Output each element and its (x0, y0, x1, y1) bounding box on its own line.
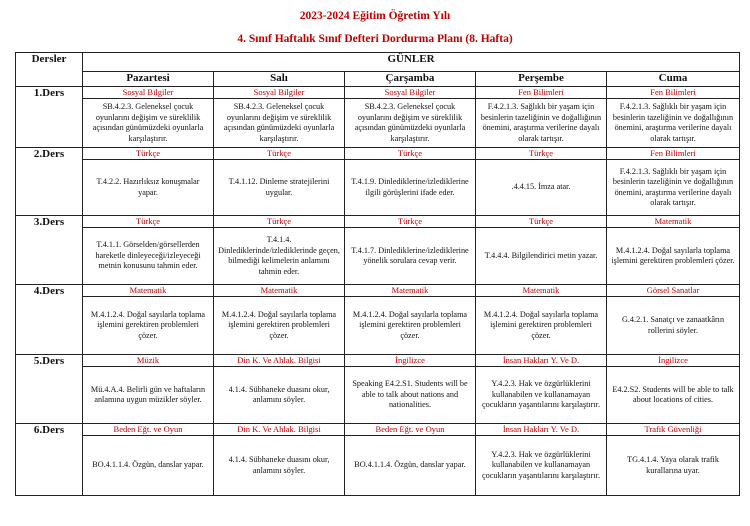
subject-label: Müzik (83, 355, 213, 367)
subject-label: İnsan Hakları Y. Ve D. (476, 355, 606, 367)
objective-box (345, 160, 475, 215)
subject-label: Türkçe (345, 148, 475, 160)
objective-text: BO.4.1.1.4. Özgün, danslar yapar. (92, 460, 204, 470)
objective-text: T.4.1.9. Dinlediklerine/izlediklerine ilgili görüşlerini ifade eder. (351, 177, 469, 197)
day-header-monday: Pazartesi (83, 72, 214, 87)
subject-label: Fen Bilimleri (607, 87, 739, 99)
plan-cell (476, 285, 607, 355)
objective-box (607, 367, 739, 423)
lesson-row (16, 285, 740, 355)
objective-text: Y.4.2.3. Hak ve özgürlüklerini kullanabilen ve kullanamayan çocukların yaşantılarını karşılaştırır. (482, 449, 600, 480)
objective-text: Y.4.2.3. Hak ve özgürlüklerini kullanabilen ve kullanamayan çocukların yaşantılarını karşılaştırır. (482, 379, 600, 410)
subject-label: Türkçe (476, 216, 606, 228)
plan-cell (345, 355, 476, 424)
plan-cell (214, 424, 345, 496)
objective-box (476, 367, 606, 423)
subject-label: Fen Bilimleri (607, 148, 739, 160)
objective-text: Mü.4.A.4. Belirli gün ve haftaların anlamına uygun müzikler söyler. (90, 384, 206, 404)
objective-box (476, 436, 606, 495)
objective-text: F.4.2.1.3. Sağlıklı bir yaşam için besinlerin tazeliğinin ve doğallığının önemini, araştırma verilerine dayalı olarak tartışır. (480, 102, 602, 143)
objective-box (607, 297, 739, 354)
subject-label: Görsel Sanatlar (607, 285, 739, 297)
plan-cell (476, 424, 607, 496)
day-header-wednesday: Çarşamba (345, 72, 476, 87)
subject-label: İngilizce (607, 355, 739, 367)
objective-box (83, 160, 213, 215)
objective-box (345, 297, 475, 354)
objective-box (607, 228, 739, 284)
plan-cell (607, 424, 740, 496)
plan-cell (607, 148, 740, 216)
plan-cell (345, 424, 476, 496)
subject-label: Sosyal Bilgiler (83, 87, 213, 99)
plan-cell (345, 87, 476, 148)
objective-text: .4.4.15. İmza atar. (511, 182, 571, 192)
objective-text: M.4.1.2.4. Doğal sayılarla toplama işlemini gerektiren problemleri çözer. (483, 309, 599, 340)
objective-text: F.4.2.1.3. Sağlıklı bir yaşam için besinlerin tazeliğinin ve doğallığının önemini, araştırma verilerine dayalı olarak tartışır. (612, 102, 734, 143)
plan-cell (607, 285, 740, 355)
objective-box (607, 99, 739, 147)
plan-cell (345, 285, 476, 355)
objective-text: 4.1.4. Sübhaneke duasını okur, anlamını söyler. (228, 384, 330, 404)
objective-text: 4.1.4. Sübhaneke duasını okur, anlamını söyler. (228, 455, 330, 475)
plan-cell (476, 148, 607, 216)
lesson-row (16, 216, 740, 285)
plan-cell (607, 87, 740, 148)
objective-text: M.4.1.2.4. Doğal sayılarla toplama işlemini gerektiren problemleri çözer. (221, 309, 337, 340)
objective-box (345, 436, 475, 495)
lesson-label: 4.Ders (16, 285, 83, 355)
plan-cell (214, 285, 345, 355)
lesson-label: 2.Ders (16, 148, 83, 216)
gunler-header: GÜNLER (83, 53, 740, 72)
lesson-label: 6.Ders (16, 424, 83, 496)
objective-box (214, 367, 344, 423)
plan-cell (214, 87, 345, 148)
objective-text: SB.4.2.3. Geleneksel çocuk oyunlarını değişim ve süreklilik açısından günümüzdeki oyunlarla karşılaştırır. (92, 102, 204, 143)
subject-label: Türkçe (345, 216, 475, 228)
document-title: 2023-2024 Eğitim Öğretim Yılı (299, 10, 451, 22)
plan-cell (476, 216, 607, 285)
objective-text: T.4.4.4. Bilgilendirici metin yazar. (484, 250, 598, 260)
objective-text: T.4.1.4. Dinlediklerinde/izlediklerinde geçen, bilmediği kelimelerin anlamını tahmin eder. (218, 235, 340, 276)
subject-label: Fen Bilimleri (476, 87, 606, 99)
objective-text: TG.4.1.4. Yaya olarak trafik kurallarına uyar. (627, 455, 719, 475)
plan-cell (607, 216, 740, 285)
objective-box (83, 228, 213, 284)
objective-text: M.4.1.2.4. Doğal sayılarla toplama işlemini gerektiren problemleri çözer. (90, 309, 206, 340)
objective-box (214, 436, 344, 495)
plan-cell (83, 87, 214, 148)
subject-label: Din K. Ve Ahlak. Bilgisi (214, 424, 344, 436)
objective-text: SB.4.2.3. Geleneksel çocuk oyunlarını değişim ve süreklilik açısından günümüzdeki oyunlarla karşılaştırır. (354, 102, 466, 143)
subject-label: Türkçe (214, 216, 344, 228)
subject-label: Din K. Ve Ahlak. Bilgisi (214, 355, 344, 367)
objective-text: T.4.1.1. Görselden/görsellerden hareketle dinleyeceği/izleyeceği metnin konusunu tahmin eder. (95, 240, 201, 271)
objective-box (345, 228, 475, 284)
subject-label: Matematik (214, 285, 344, 297)
weekly-plan-table (15, 52, 740, 496)
subject-label: Türkçe (83, 216, 213, 228)
subject-label: Matematik (607, 216, 739, 228)
plan-cell (476, 355, 607, 424)
lesson-row (16, 424, 740, 496)
plan-body (16, 87, 740, 496)
objective-box (214, 228, 344, 284)
objective-text: G.4.2.1. Sanatçı ve zanaatkârın rollerini söyler. (621, 315, 725, 335)
objective-text: T.4.1.12. Dinleme stratejilerini uygular. (228, 177, 330, 197)
subject-label: Sosyal Bilgiler (345, 87, 475, 99)
day-header-tuesday: Salı (214, 72, 345, 87)
objective-box (214, 99, 344, 147)
lesson-row (16, 355, 740, 424)
plan-cell (214, 355, 345, 424)
plan-cell (214, 216, 345, 285)
lesson-row (16, 87, 740, 148)
plan-cell (607, 355, 740, 424)
objective-box (214, 297, 344, 354)
objective-box (476, 297, 606, 354)
subject-label: Türkçe (476, 148, 606, 160)
plan-cell (83, 424, 214, 496)
objective-text: M.4.1.2.4. Doğal sayılarla toplama işlemini gerektiren problemleri çözer. (352, 309, 468, 340)
subject-label: Beden Eğt. ve Oyun (345, 424, 475, 436)
objective-box (476, 160, 606, 215)
plan-cell (345, 216, 476, 285)
objective-box (83, 436, 213, 495)
objective-text: F.4.2.1.3. Sağlıklı bir yaşam için besinlerin tazeliğinin ve doğallığının önemini, araştırma verilerine dayalı olarak tartışır. (612, 166, 734, 207)
document-subtitle: 4. Sınıf Haftalık Sınıf Defteri Dordurma Planı (8. Hafta) (237, 33, 513, 45)
plan-cell (476, 87, 607, 148)
objective-text: T.4.1.7. Dinlediklerine/izlediklerine yönelik sorulara cevap verir. (351, 245, 469, 265)
day-header-friday: Cuma (607, 72, 740, 87)
lesson-label: 1.Ders (16, 87, 83, 148)
objective-box (83, 99, 213, 147)
subject-label: Türkçe (83, 148, 213, 160)
plan-cell (83, 355, 214, 424)
plan-cell (345, 148, 476, 216)
objective-box (345, 367, 475, 423)
day-header-thursday: Perşembe (476, 72, 607, 87)
plan-cell (83, 285, 214, 355)
subject-label: Trafik Güvenliği (607, 424, 739, 436)
objective-box (607, 436, 739, 495)
objective-text: E4.2.S2. Students will be able to talk about locations of cities. (612, 384, 734, 404)
subject-label: Sosyal Bilgiler (214, 87, 344, 99)
objective-text: Speaking E4.2.S1. Students will be able to talk about nations and nationalities. (352, 379, 468, 410)
lesson-label: 3.Ders (16, 216, 83, 285)
objective-box (83, 297, 213, 354)
objective-box (345, 99, 475, 147)
subject-label: Matematik (476, 285, 606, 297)
subject-label: Türkçe (214, 148, 344, 160)
objective-box (476, 228, 606, 284)
objective-text: T.4.2.2. Hazırlıksız konuşmalar yapar. (96, 177, 200, 197)
lesson-label: 5.Ders (16, 355, 83, 424)
objective-box (476, 99, 606, 147)
objective-text: SB.4.2.3. Geleneksel çocuk oyunlarını değişim ve süreklilik açısından günümüzdeki oyunlarla karşılaştırır. (223, 102, 335, 143)
subject-label: Beden Eğt. ve Oyun (83, 424, 213, 436)
subject-label: Matematik (83, 285, 213, 297)
objective-box (214, 160, 344, 215)
objective-box (83, 367, 213, 423)
objective-box (607, 160, 739, 215)
plan-cell (83, 216, 214, 285)
plan-cell (214, 148, 345, 216)
dersler-header: Dersler (16, 53, 83, 87)
objective-text: M.4.1.2.4. Doğal sayılarla toplama işlemini gerektiren problemleri çözer. (611, 245, 735, 265)
subject-label: Matematik (345, 285, 475, 297)
plan-cell (83, 148, 214, 216)
objective-text: BO.4.1.1.4. Özgün, danslar yapar. (354, 460, 466, 470)
subject-label: İnsan Hakları Y. Ve D. (476, 424, 606, 436)
subject-label: İngilizce (345, 355, 475, 367)
lesson-row (16, 148, 740, 216)
